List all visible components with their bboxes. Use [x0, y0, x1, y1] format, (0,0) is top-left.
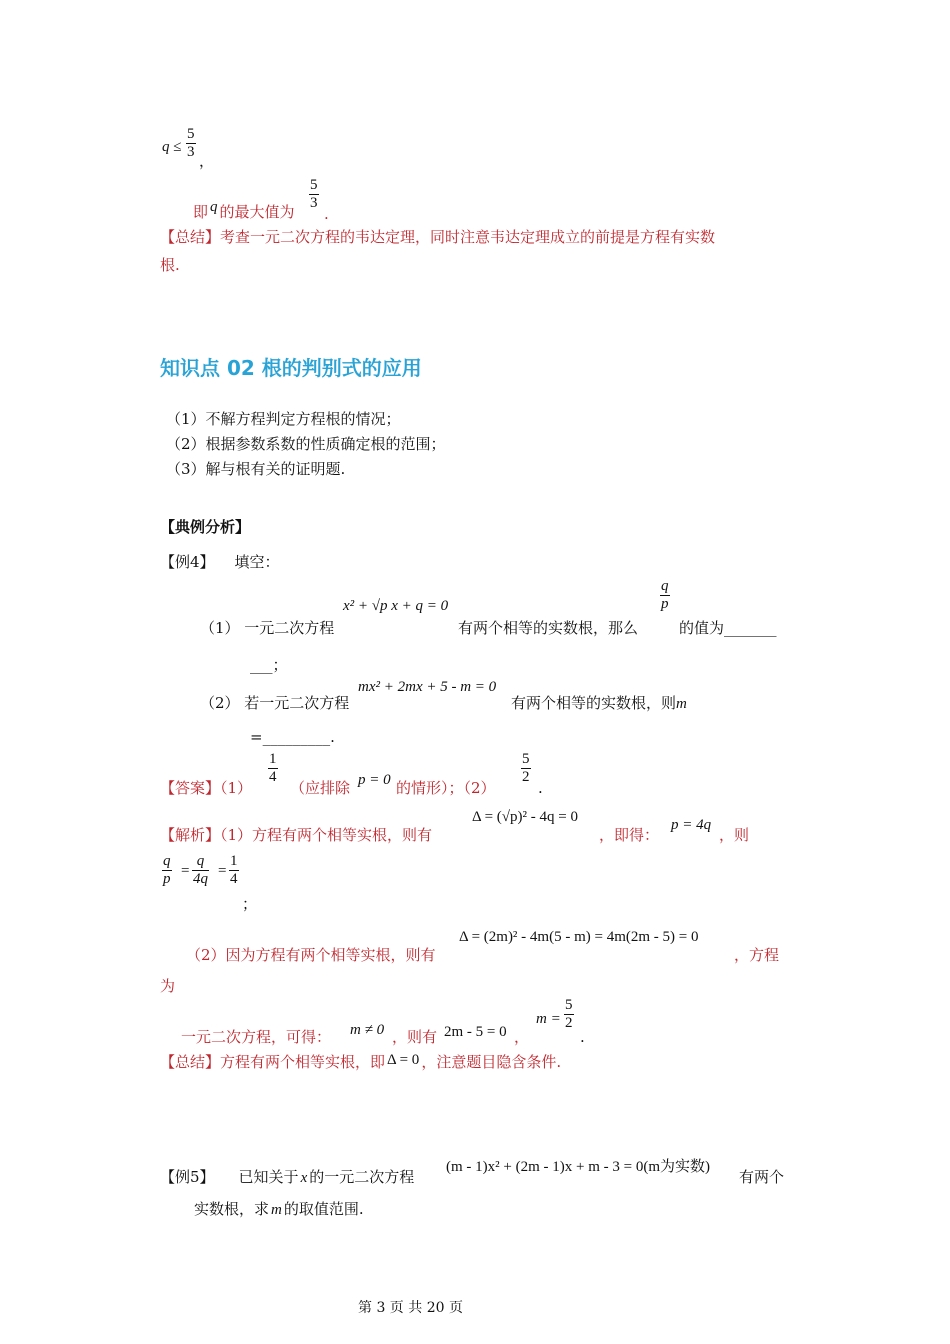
- sol1-fraction-3: [229, 853, 239, 889]
- sol1-fraction-1: [162, 853, 172, 889]
- fraction-denominator: p: [661, 596, 669, 613]
- max-value-line: [193, 199, 295, 222]
- q1-prefix: （1） 一元二次方程: [200, 619, 335, 637]
- comma: ，: [199, 152, 215, 170]
- q1-end: 的值为_______: [679, 619, 777, 637]
- sol1-equation: Δ = (√p)² - 4q = 0: [472, 809, 578, 825]
- example5-var-m: m: [271, 1202, 282, 1218]
- semicolon: ；: [242, 895, 258, 913]
- fraction-denominator: 2: [522, 769, 530, 786]
- answer-part3: 的情形）；（2）: [396, 779, 496, 797]
- fraction-denominator: 4: [269, 769, 277, 786]
- example5-line2-p2: 的取值范围.: [283, 1200, 364, 1218]
- example4-tag: 【例4】: [160, 553, 215, 571]
- fraction-denominator: 2: [565, 1015, 573, 1032]
- summary-equation: Δ = 0: [387, 1052, 420, 1068]
- fraction-numerator: 5: [187, 126, 195, 142]
- summary-2: [160, 1053, 561, 1072]
- example5-equation: (m - 1)x² + (2m - 1)x + m - 3 = 0(m为实数): [446, 1159, 711, 1175]
- list-item: （1）不解方程判定方程根的情况；: [166, 410, 401, 428]
- fraction-numerator: q: [163, 853, 171, 869]
- q2-cont: =_________.: [250, 728, 335, 746]
- sol2-text: （2）因为方程有两个相等实根，则有: [186, 946, 436, 964]
- sol1-fraction-2: [192, 853, 209, 889]
- answer-end: .: [538, 779, 543, 797]
- q1-equation: x² + √p x + q = 0: [343, 598, 449, 614]
- answer-label: 【答案】: [160, 779, 221, 797]
- fraction-denominator: 3: [187, 144, 195, 161]
- comma: ，: [514, 1028, 530, 1046]
- summary-part2: ，注意题目隐含条件.: [421, 1053, 562, 1071]
- example5-tag: 【例5】: [160, 1168, 215, 1186]
- page-footer: 第 3 页 共 20 页: [358, 1300, 463, 1316]
- max-value-fraction: [309, 177, 319, 213]
- q2-equation: mx² + 2mx + 5 - m = 0: [358, 679, 497, 695]
- equals-sign: =: [181, 863, 190, 879]
- sol2-end: ，方程: [734, 946, 780, 964]
- max-prefix: 即: [193, 203, 209, 221]
- summary-part1: 方程有两个相等实根，即: [220, 1053, 386, 1071]
- q2-mid-line: [511, 694, 687, 713]
- sol2-mid: ，则有: [392, 1028, 438, 1046]
- q1-fraction: [660, 578, 670, 614]
- fraction-numerator: 1: [230, 853, 238, 869]
- fraction-numerator: 5: [310, 177, 318, 193]
- list-item: （3）解与根有关的证明题.: [166, 460, 346, 478]
- example5-text3: 有两个: [739, 1168, 785, 1186]
- solution-tag: 【解析】: [160, 826, 221, 844]
- example5-text1: 已知关于: [238, 1168, 299, 1186]
- analysis-heading: 【典例分析】: [160, 518, 251, 536]
- period: .: [324, 205, 329, 223]
- answer2-fraction: [521, 751, 531, 787]
- q-inequality: q ≤: [162, 139, 182, 155]
- fraction-denominator: 4q: [193, 871, 208, 888]
- fraction-numerator: 5: [565, 997, 573, 1013]
- example4-header: [160, 553, 280, 571]
- summary-text: 考查一元二次方程的韦达定理，同时注意韦达定理成立的前提是方程有实数: [220, 228, 716, 246]
- summary-1: [160, 228, 715, 246]
- sol1-mid: ，即得：: [599, 826, 660, 844]
- sol2-cont: 为: [160, 977, 176, 995]
- max-var: q: [210, 199, 218, 215]
- fraction-numerator: 5: [522, 751, 530, 767]
- q2-var: m: [676, 696, 687, 712]
- sol1-end: ，则: [719, 826, 750, 844]
- sol2-equation2: 2m - 5 = 0: [444, 1024, 507, 1040]
- answer-tag: [160, 779, 252, 797]
- solution-text: （1）方程有两个相等实根，则有: [220, 826, 433, 844]
- fraction-denominator: 4: [230, 871, 238, 888]
- period: .: [580, 1028, 585, 1046]
- summary-tag: 【总结】: [160, 228, 221, 246]
- q2-mid: 有两个相等的实数根，则: [511, 694, 677, 712]
- answer-fraction: [268, 751, 278, 787]
- section-heading: 知识点 02 根的判别式的应用: [160, 356, 422, 380]
- q2-prefix: （2） 若一元二次方程: [200, 694, 350, 712]
- fraction-numerator: 1: [269, 751, 277, 767]
- example5-text2: 的一元二次方程: [309, 1168, 415, 1186]
- summary-tag: 【总结】: [160, 1053, 221, 1071]
- sol2-condition: m ≠ 0: [350, 1022, 385, 1038]
- sol2-fraction: [564, 997, 574, 1033]
- inequality-fraction: [186, 126, 196, 162]
- example5-line2: [194, 1200, 364, 1219]
- fraction-numerator: q: [661, 578, 669, 594]
- fraction-denominator: 3: [310, 195, 318, 212]
- summary-1-cont: 根.: [160, 256, 180, 274]
- solution-line1: [160, 826, 432, 844]
- sol1-equation2: p = 4q: [671, 817, 712, 833]
- list-item: （2）根据参数系数的性质确定根的范围；: [166, 435, 446, 453]
- fraction-numerator: q: [196, 853, 205, 869]
- example5-line1: [160, 1168, 414, 1187]
- answer-part2: （应排除: [290, 779, 351, 797]
- q1-cont: ___；: [250, 656, 288, 674]
- sol2-m: m =: [536, 1011, 561, 1027]
- answer-condition: p = 0: [358, 772, 391, 788]
- example5-var-x: x: [300, 1170, 308, 1186]
- answer-part1: （1）: [220, 779, 253, 797]
- max-mid: 的最大值为: [219, 203, 295, 221]
- sol2-equation: Δ = (2m)² - 4m(5 - m) = 4m(2m - 5) = 0: [459, 929, 699, 945]
- q1-mid: 有两个相等的实数根，那么: [458, 619, 639, 637]
- equals-sign: =: [218, 863, 227, 879]
- sol2-line: 一元二次方程，可得：: [181, 1028, 332, 1046]
- fraction-denominator: p: [163, 871, 171, 888]
- example4-title: 填空：: [234, 553, 280, 571]
- example5-line2-p1: 实数根，求: [194, 1200, 270, 1218]
